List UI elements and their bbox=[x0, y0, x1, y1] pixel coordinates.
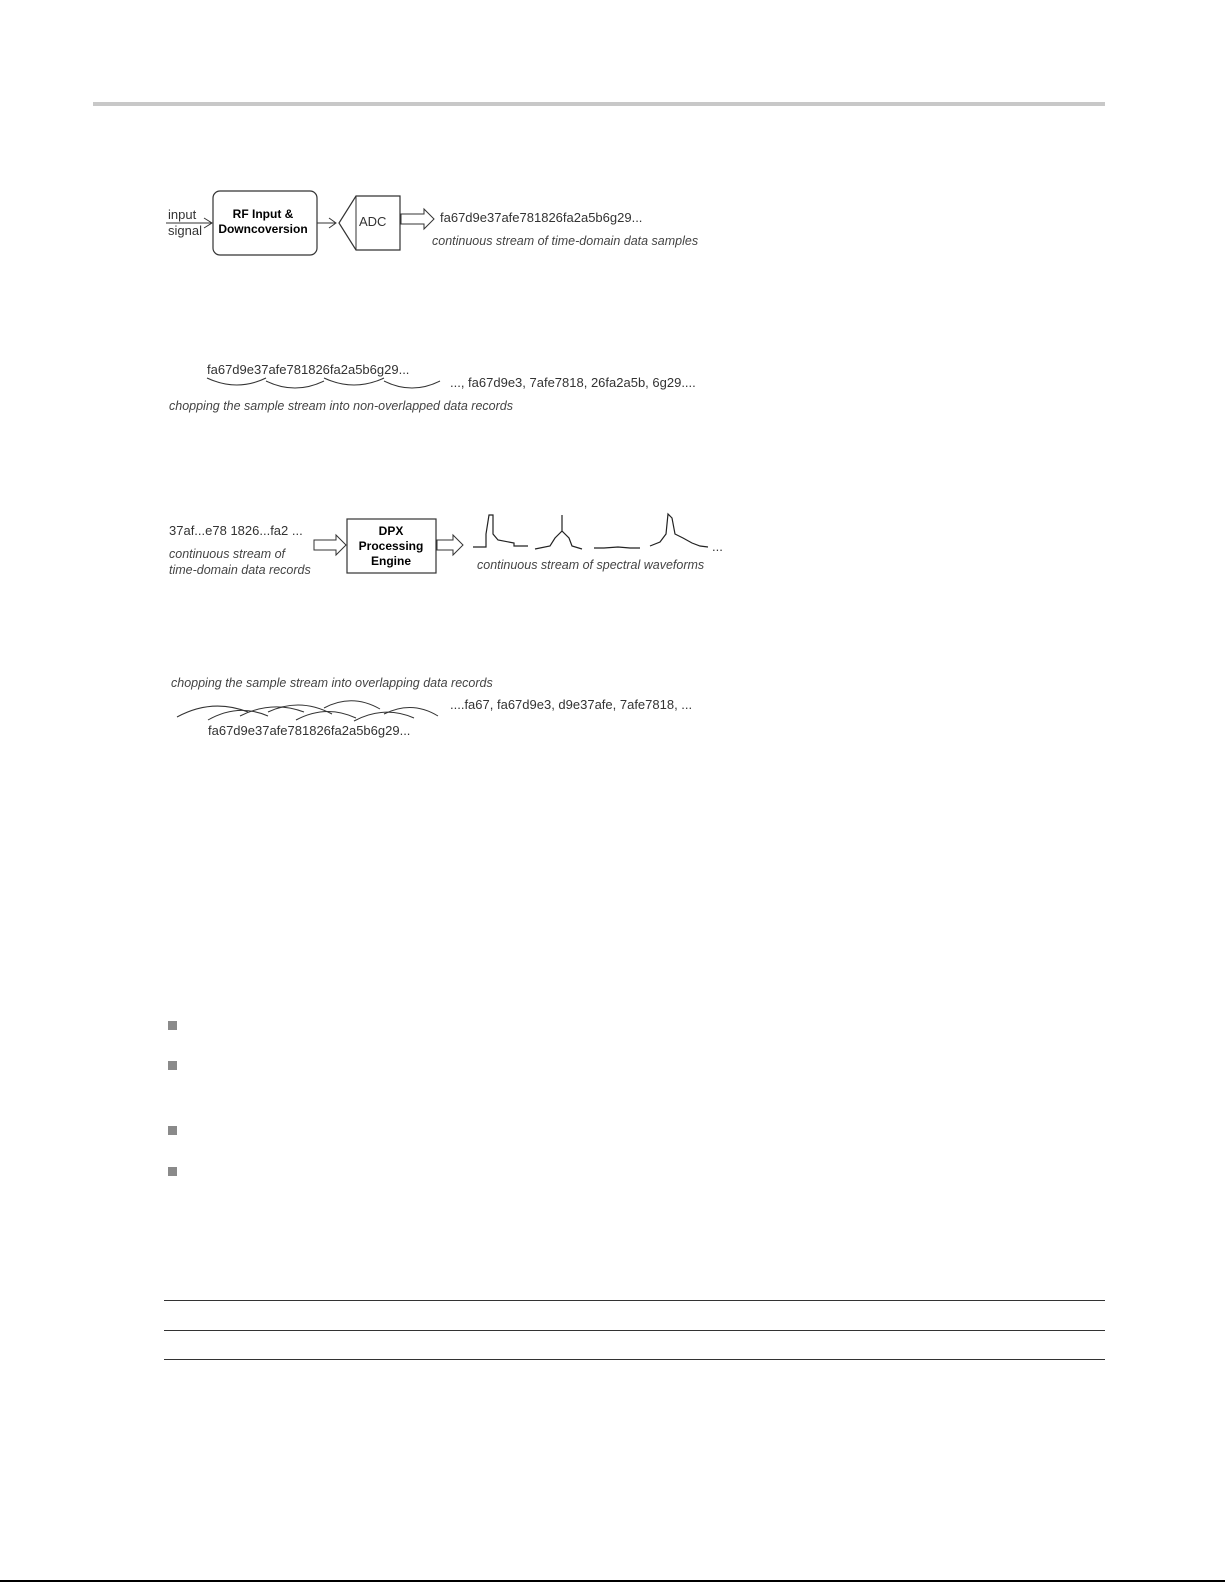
waveform-ellipsis: ... bbox=[712, 539, 723, 554]
spectral-waveform-2 bbox=[535, 515, 582, 549]
records-caption-line2: time-domain data records bbox=[169, 563, 311, 577]
overlap-arc-8 bbox=[384, 707, 438, 716]
bullet-marker-4 bbox=[168, 1167, 177, 1176]
bullet-marker-2 bbox=[168, 1061, 177, 1070]
rf-box-line2: Downcoversion bbox=[218, 222, 308, 236]
rf-box-line1: RF Input & bbox=[232, 207, 294, 221]
non-overlapped-caption: chopping the sample stream into non-overlapped data records bbox=[169, 399, 513, 413]
bullet-marker-1 bbox=[168, 1021, 177, 1030]
dpx-input-arrow bbox=[314, 535, 346, 555]
records-caption-line1: continuous stream of bbox=[169, 547, 286, 561]
adc-label: ADC bbox=[359, 214, 387, 229]
diagram-non-overlapped bbox=[169, 362, 696, 413]
table-rule-top bbox=[164, 1300, 1105, 1301]
overlap-arc-3 bbox=[240, 707, 304, 716]
spectral-waveforms-caption: continuous stream of spectral waveforms bbox=[477, 558, 705, 572]
sample-stream-caption: continuous stream of time-domain data samples bbox=[432, 234, 699, 248]
overlap-arc-2 bbox=[208, 710, 268, 720]
overlapping-caption: chopping the sample stream into overlapping data records bbox=[171, 676, 493, 690]
input-label-line2: signal bbox=[168, 223, 202, 238]
records-text-3: 37af...e78 1826...fa2 ... bbox=[169, 523, 303, 538]
records-text-4: ....fa67, fa67d9e3, d9e37afe, 7afe7818, ... bbox=[450, 697, 693, 712]
table-rule-middle bbox=[164, 1330, 1105, 1331]
dpx-label-line1: DPX bbox=[378, 524, 404, 538]
records-text-2: ..., fa67d9e3, 7afe7818, 26fa2a5b, 6g29.... bbox=[450, 375, 696, 390]
sample-stream-text: fa67d9e37afe781826fa2a5b6g29... bbox=[440, 210, 643, 225]
dpx-label-line3: Engine bbox=[370, 554, 412, 568]
adc-output-arrow bbox=[401, 209, 434, 229]
overlap-arc-4 bbox=[268, 705, 332, 714]
record-brace-4 bbox=[384, 381, 440, 388]
diagram-dpx-engine bbox=[169, 514, 723, 577]
overlap-arc-6 bbox=[324, 701, 380, 709]
overlap-arc-1 bbox=[177, 706, 248, 717]
record-brace-3 bbox=[324, 378, 384, 385]
bullet-marker-3 bbox=[168, 1126, 177, 1135]
spectral-waveform-4 bbox=[650, 514, 708, 547]
spectral-waveform-3 bbox=[594, 547, 640, 548]
dpx-output-arrow bbox=[437, 535, 463, 555]
diagram-rf-adc bbox=[166, 191, 698, 255]
record-brace-2 bbox=[266, 381, 324, 388]
footer-rule bbox=[0, 1580, 1225, 1582]
spectral-waveform-1 bbox=[473, 515, 528, 547]
stream-text-2: fa67d9e37afe781826fa2a5b6g29... bbox=[207, 362, 410, 377]
diagram-overlapping bbox=[171, 676, 692, 738]
dpx-label-line2: Processing bbox=[358, 539, 424, 553]
record-brace-1 bbox=[207, 378, 266, 385]
overlap-arc-5 bbox=[296, 711, 356, 720]
stream-text-4: fa67d9e37afe781826fa2a5b6g29... bbox=[208, 723, 411, 738]
input-label-line1: input bbox=[168, 207, 197, 222]
table-rule-bottom bbox=[164, 1359, 1105, 1360]
